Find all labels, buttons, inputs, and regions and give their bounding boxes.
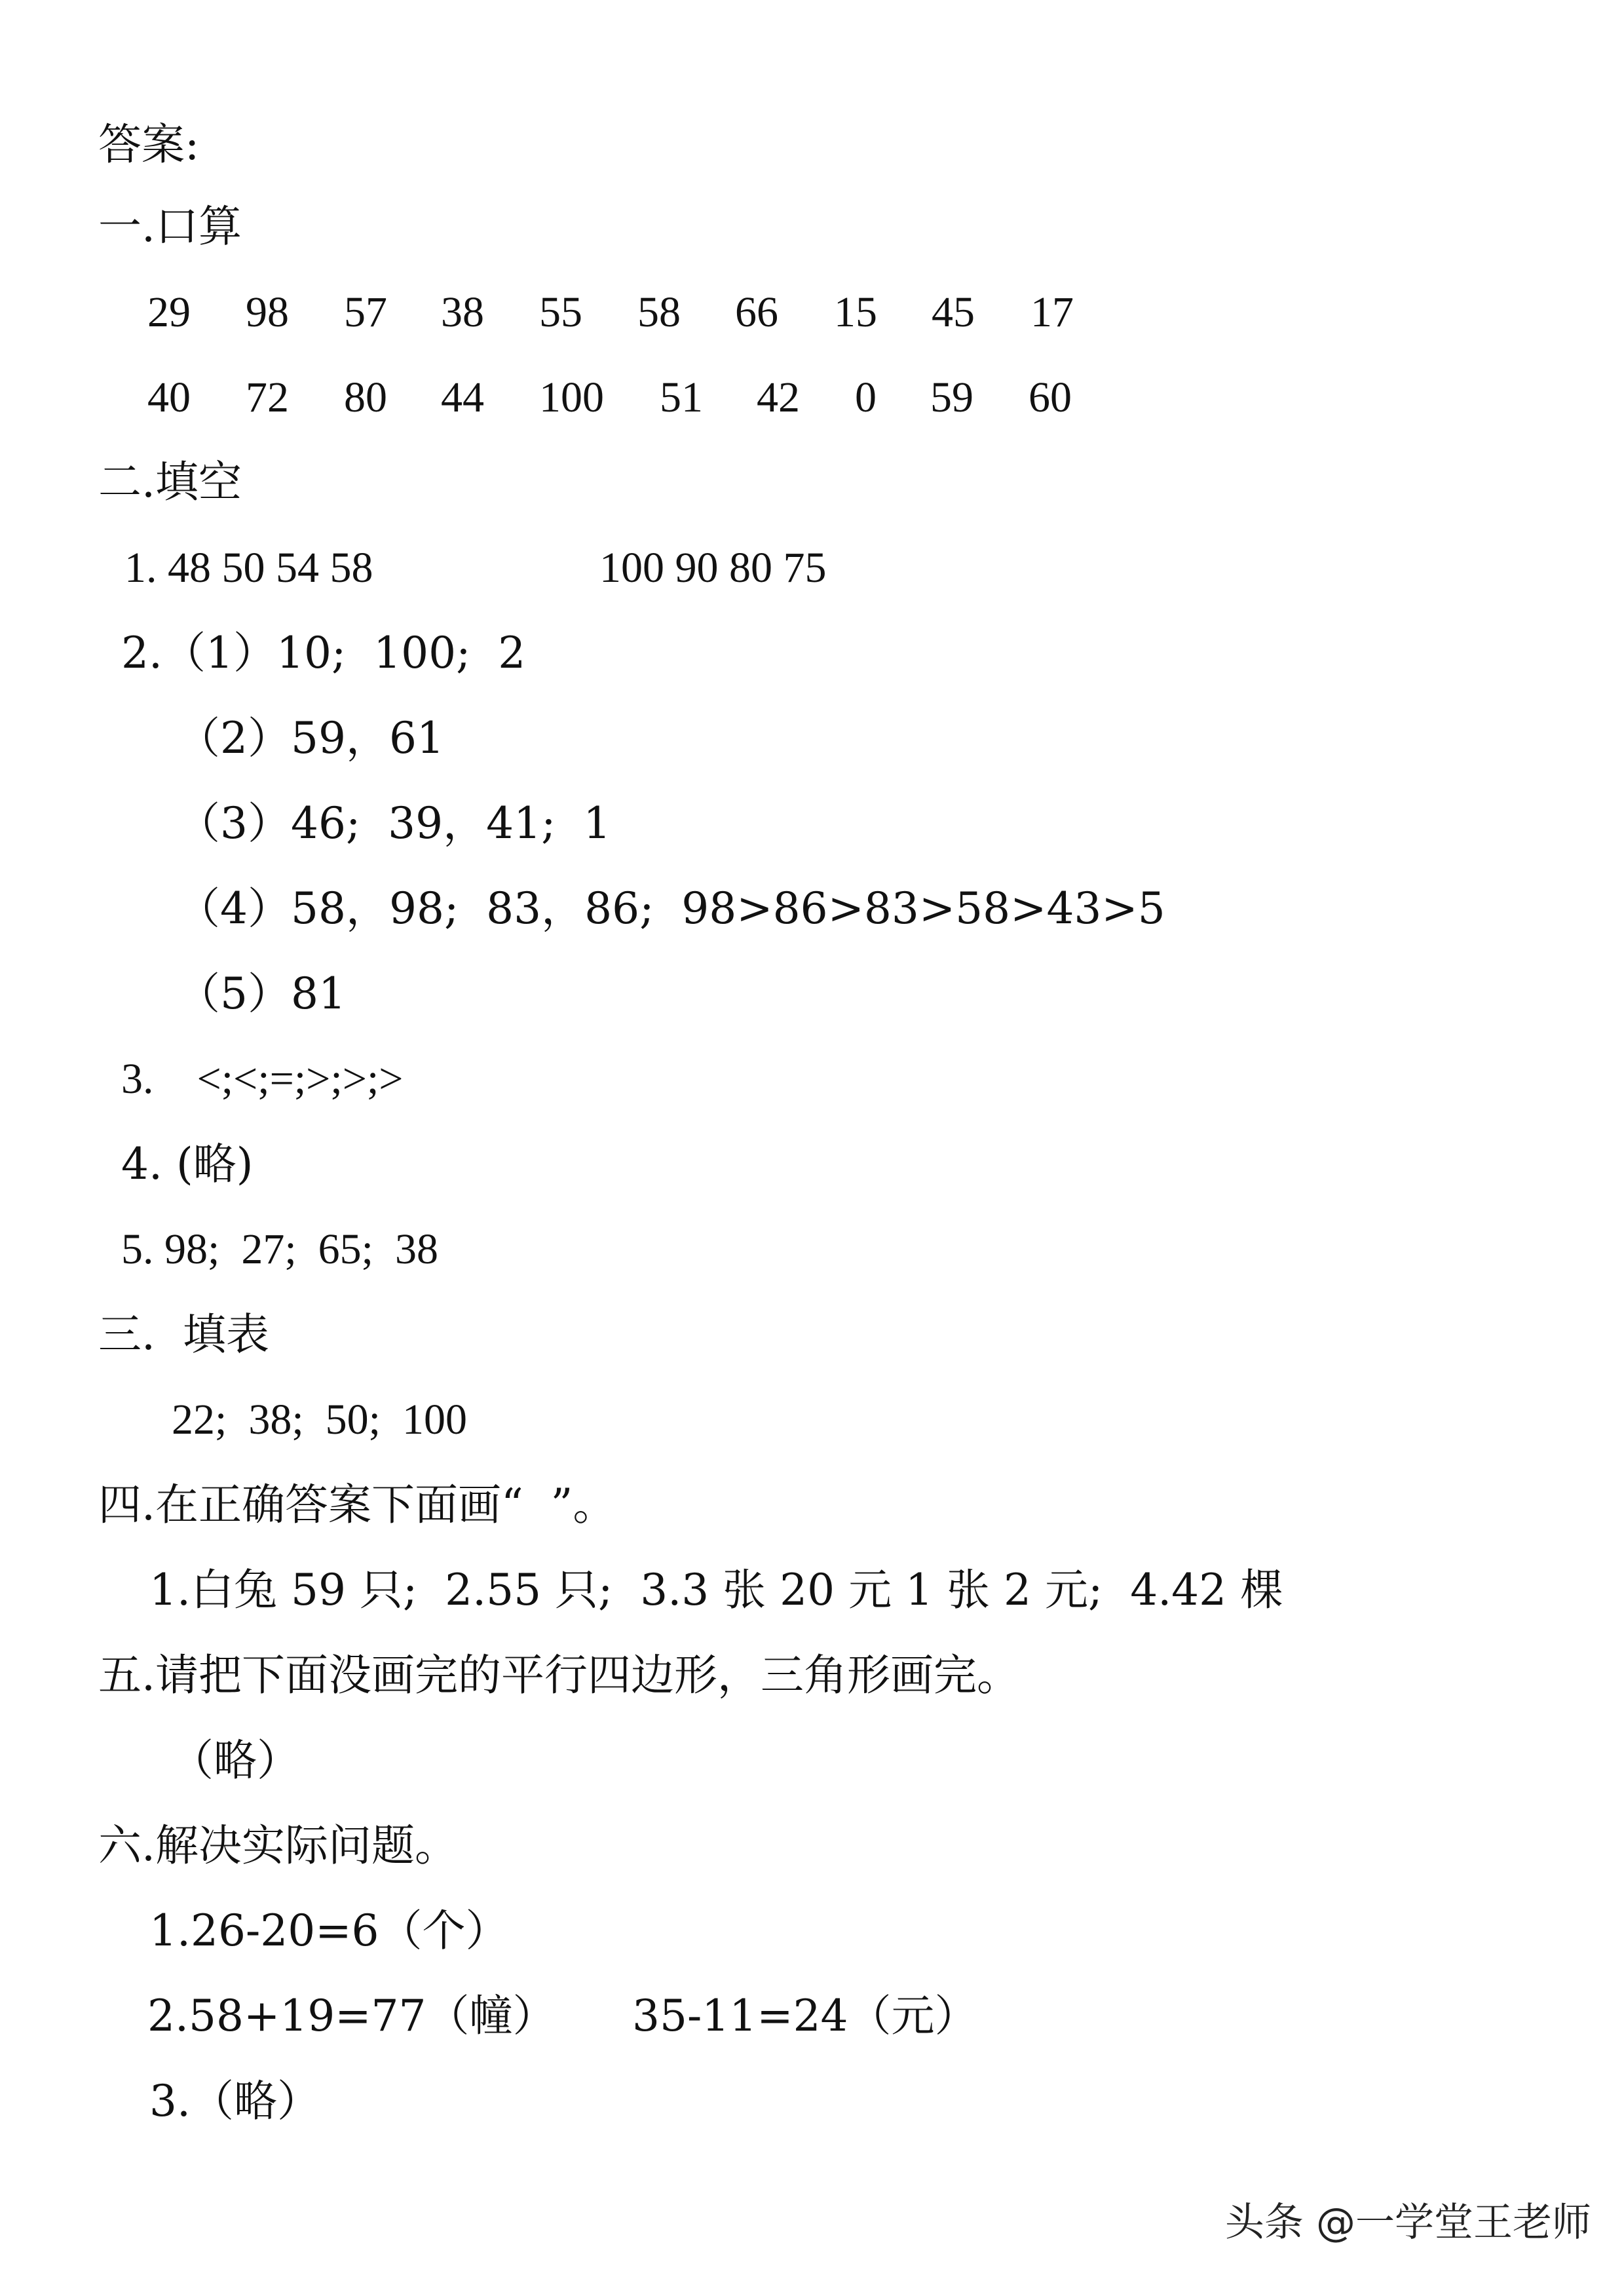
section-6-heading: 六.解决实际问题。 bbox=[98, 1820, 458, 1871]
fill-blank-2-4: （4）58，98; 83，86; 98>86>83>58>43>5 bbox=[177, 883, 1165, 934]
section-3-heading: 三. 填表 bbox=[98, 1309, 269, 1360]
answer-title: 答案: bbox=[98, 119, 200, 170]
answer-cell: 17 bbox=[1030, 288, 1074, 336]
answer-cell: 59 bbox=[930, 373, 973, 421]
fill-blank-4: 4. (略) bbox=[121, 1139, 254, 1189]
fill-blank-2-1: 2.（1）10; 100; 2 bbox=[121, 628, 526, 678]
drawing-answer: （略） bbox=[170, 1735, 300, 1786]
problem-1-answer: 1.26-20=6（个） bbox=[149, 1905, 509, 1956]
answer-cell: 15 bbox=[834, 288, 877, 336]
problem-3-answer: 3.（略） bbox=[149, 2076, 320, 2126]
problem-2-answer-a: 2.58+19=77（幢） bbox=[147, 1991, 556, 2041]
fill-blank-2-3: （3）46; 39，41; 1 bbox=[177, 798, 611, 849]
answer-cell: 66 bbox=[735, 288, 778, 336]
fill-blank-1-right: 100 90 80 75 bbox=[599, 544, 827, 592]
watermark: 头条 @一学堂王老师 bbox=[1224, 2200, 1591, 2246]
fill-blank-2-5: （5）81 bbox=[177, 968, 346, 1019]
answer-cell: 100 bbox=[539, 373, 604, 421]
answer-cell: 45 bbox=[932, 288, 975, 336]
answer-cell: 29 bbox=[147, 288, 191, 336]
fill-blank-3: 3. <;<;=;>;>;> bbox=[121, 1055, 404, 1103]
answer-cell: 40 bbox=[147, 373, 191, 421]
answer-cell: 44 bbox=[441, 373, 484, 421]
answer-cell: 58 bbox=[637, 288, 681, 336]
answer-cell: 57 bbox=[344, 288, 387, 336]
problem-2-answer-b: 35-11=24（元） bbox=[632, 1991, 978, 2041]
answer-cell: 72 bbox=[246, 373, 289, 421]
section-1-heading: 一.口算 bbox=[98, 201, 242, 252]
section-4-heading: 四.在正确答案下面画“ ”。 bbox=[98, 1480, 616, 1530]
answer-cell: 80 bbox=[344, 373, 387, 421]
fill-blank-1-left: 1. 48 50 54 58 bbox=[124, 544, 373, 592]
answer-cell: 0 bbox=[855, 373, 877, 421]
answer-cell: 42 bbox=[757, 373, 800, 421]
fill-table-answer: 22; 38; 50; 100 bbox=[172, 1396, 468, 1444]
fill-blank-2-2: （2）59，61 bbox=[177, 713, 444, 763]
answer-cell: 38 bbox=[441, 288, 484, 336]
answer-cell: 60 bbox=[1029, 373, 1072, 421]
section-2-heading: 二.填空 bbox=[98, 457, 242, 507]
section-5-heading: 五.请把下面没画完的平行四边形，三角形画完。 bbox=[98, 1650, 1020, 1700]
choice-answers: 1.白兔 59 只; 2.55 只; 3.3 张 20 元 1 张 2 元; 4.42 棵 bbox=[149, 1565, 1284, 1615]
fill-blank-5: 5. 98; 27; 65; 38 bbox=[121, 1225, 439, 1273]
answer-cell: 98 bbox=[246, 288, 289, 336]
answer-cell: 51 bbox=[660, 373, 703, 421]
answer-cell: 55 bbox=[539, 288, 582, 336]
